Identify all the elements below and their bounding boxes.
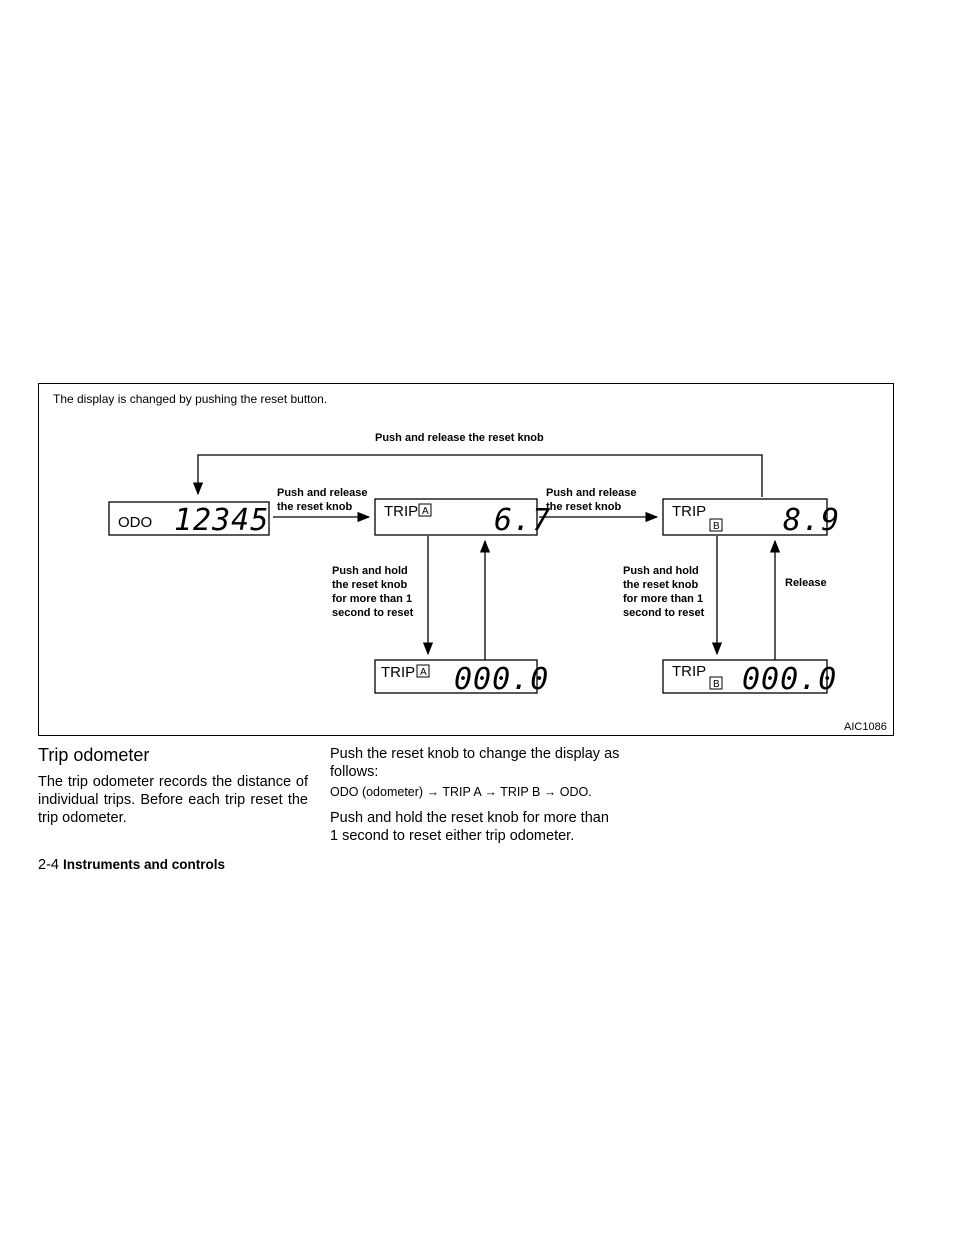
- arrow2-label-line1: Push and release: [546, 487, 637, 499]
- trip-a-display-value: 6.7: [494, 503, 552, 538]
- display-sequence: [330, 783, 620, 801]
- left-paragraph: The trip odometer records the distance of individual trips. Before each trip reset the trip odometer.: [38, 774, 308, 826]
- hold-label-a-line2: the reset knob: [332, 579, 408, 591]
- hold-label-a-line1: Push and hold: [332, 565, 408, 577]
- section-title: Instruments and controls: [62, 857, 225, 872]
- odo-display-name: ODO: [118, 514, 153, 531]
- hold-label-b-line1: Push and hold: [623, 565, 699, 577]
- page-number: 2-4: [38, 857, 59, 873]
- top-loop-label: Push and release the reset knob: [375, 432, 544, 444]
- arrow1-label-line1: Push and release: [277, 487, 368, 499]
- odometer-diagram: [38, 383, 894, 736]
- trip-a-display-name: TRIP: [384, 503, 419, 520]
- sequence-item-trip-b: TRIP B: [500, 785, 541, 799]
- trip-a-reset-display-letter: A: [420, 667, 427, 678]
- left-column: [38, 745, 308, 835]
- trip-b-reset-display-name: TRIP: [672, 663, 707, 680]
- hold-label-b-line3: for more than 1: [623, 593, 704, 605]
- sequence-item-odo: ODO (odometer): [330, 785, 424, 799]
- section-heading: Trip odometer: [38, 745, 150, 765]
- page-footer: [38, 856, 225, 873]
- trip-a-reset-display-value: 000.0: [454, 662, 550, 697]
- odo-display-value: 12345: [174, 503, 270, 538]
- middle-column: [330, 745, 620, 853]
- trip-a-reset-display-name: TRIP: [381, 664, 416, 681]
- release-label: Release: [785, 577, 827, 589]
- arrow1-label-line2: the reset knob: [277, 501, 353, 513]
- trip-b-display-value: 8.9: [783, 503, 841, 538]
- trip-a-display: [375, 499, 551, 538]
- odo-display: [109, 502, 269, 538]
- trip-b-display: [663, 499, 840, 538]
- figure-code: AIC1086: [844, 721, 887, 733]
- diagram-svg: [39, 384, 895, 737]
- trip-b-reset-display-value: 000.0: [742, 662, 838, 697]
- sequence-item-odo-end: ODO.: [559, 785, 592, 799]
- arrow2-label-line2: the reset knob: [546, 501, 622, 513]
- sequence-arrow: →: [543, 785, 557, 799]
- hold-label-b-line4: second to reset: [623, 607, 705, 619]
- mid-paragraph-2: Push and hold the reset knob for more than 1 second to reset either trip odometer.: [330, 810, 609, 844]
- trip-b-display-name: TRIP: [672, 503, 707, 520]
- trip-a-reset-display: [375, 660, 549, 697]
- trip-b-reset-display-letter: B: [713, 679, 720, 690]
- sequence-item-trip-a: TRIP A: [442, 785, 482, 799]
- trip-b-reset-display: [663, 660, 837, 697]
- trip-a-display-letter: A: [422, 506, 429, 517]
- hold-label-a-line3: for more than 1: [332, 593, 413, 605]
- mid-paragraph-1: Push the reset knob to change the display as follows:: [330, 746, 620, 780]
- figure-caption: The display is changed by pushing the reset button.: [53, 392, 328, 406]
- hold-label-b-line2: the reset knob: [623, 579, 699, 591]
- hold-label-a-line4: second to reset: [332, 607, 414, 619]
- sequence-arrow: →: [426, 785, 440, 799]
- trip-b-display-letter: B: [713, 521, 720, 532]
- sequence-arrow: →: [484, 785, 497, 799]
